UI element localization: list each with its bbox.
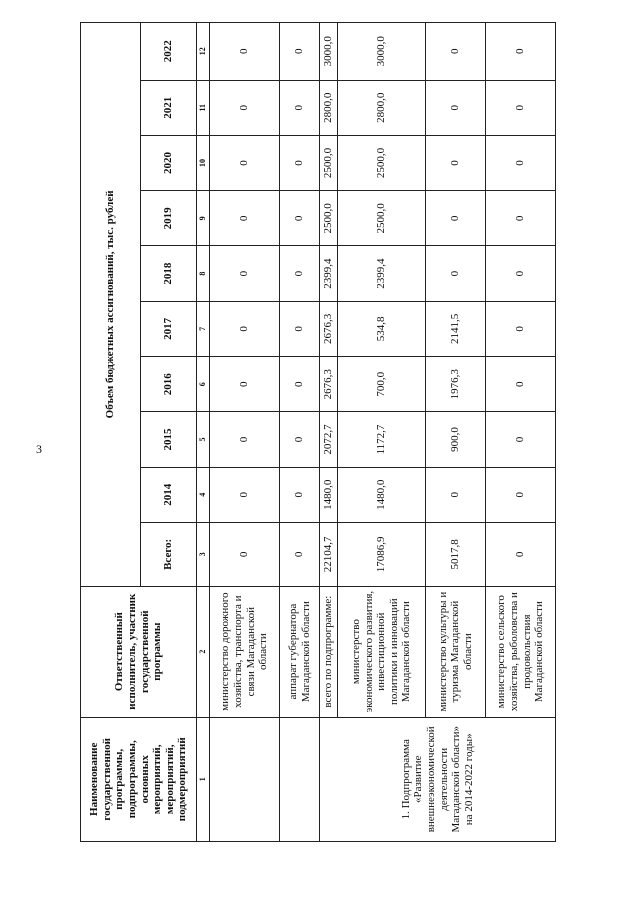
column-number: 1	[197, 717, 210, 841]
value-cell: 0	[280, 23, 320, 81]
value-cell: 2800,0	[320, 80, 338, 135]
column-number: 5	[197, 412, 210, 467]
value-cell: 0	[210, 522, 280, 586]
column-number: 12	[197, 23, 210, 81]
header-responsible: Ответственный исполнитель, участник государственной программы	[81, 586, 197, 717]
value-cell: 2399,4	[338, 246, 426, 301]
column-number: 7	[197, 301, 210, 356]
value-cell: 0	[486, 412, 556, 467]
value-cell: 0	[486, 522, 556, 586]
value-cell: 2141,5	[426, 301, 486, 356]
value-cell: 2500,0	[320, 191, 338, 246]
value-cell: 2399,4	[320, 246, 338, 301]
responsible-cell: министерство сельского хозяйства, рыболовства и продовольствия Магаданской области	[486, 586, 556, 717]
table-row	[280, 23, 320, 842]
value-cell: 2500,0	[338, 191, 426, 246]
column-number: 8	[197, 246, 210, 301]
value-cell: 2500,0	[320, 135, 338, 190]
value-cell: 2800,0	[338, 80, 426, 135]
header-budget: Объем бюджетных ассигнований, тыс. рублей	[81, 23, 141, 587]
header-total: Всего:	[141, 522, 197, 586]
value-cell: 0	[210, 191, 280, 246]
value-cell: 1480,0	[320, 467, 338, 522]
value-cell: 0	[486, 135, 556, 190]
value-cell: 0	[280, 80, 320, 135]
header-year: 2019	[141, 191, 197, 246]
value-cell: 5017,8	[426, 522, 486, 586]
value-cell: 0	[486, 357, 556, 412]
value-cell: 0	[210, 23, 280, 81]
value-cell: 0	[486, 191, 556, 246]
table-row	[210, 23, 280, 842]
value-cell: 17086,9	[338, 522, 426, 586]
value-cell: 0	[486, 80, 556, 135]
value-cell: 0	[280, 467, 320, 522]
value-cell: 1976,3	[426, 357, 486, 412]
value-cell: 900,0	[426, 412, 486, 467]
budget-table	[80, 22, 556, 842]
header-year: 2021	[141, 80, 197, 135]
value-cell: 0	[426, 191, 486, 246]
program-name-cell: 1. Подпрограмма «Развитие внешнеэкономической деятельности Магаданской области» на 2014-2022 годы»	[320, 717, 556, 841]
header-name: Наименование государственной программы, подпрограммы, основных мероприятий, мероприятий, подмероприятий	[81, 717, 197, 841]
column-number: 10	[197, 135, 210, 190]
value-cell: 0	[280, 412, 320, 467]
header-year: 2015	[141, 412, 197, 467]
responsible-cell: министерство экономического развития, инвестиционной политики и инноваций Магаданской области	[338, 586, 426, 717]
header-year: 2017	[141, 301, 197, 356]
value-cell: 2676,3	[320, 301, 338, 356]
column-number: 4	[197, 467, 210, 522]
responsible-cell: министерство дорожного хозяйства, транспорта и связи Магаданской области	[210, 586, 280, 717]
value-cell: 700,0	[338, 357, 426, 412]
value-cell: 0	[426, 467, 486, 522]
value-cell: 0	[426, 80, 486, 135]
value-cell: 0	[486, 23, 556, 81]
value-cell: 0	[426, 135, 486, 190]
value-cell: 0	[210, 357, 280, 412]
header-year: 2022	[141, 23, 197, 81]
column-number: 6	[197, 357, 210, 412]
header-year: 2018	[141, 246, 197, 301]
value-cell: 0	[280, 357, 320, 412]
value-cell: 2676,3	[320, 357, 338, 412]
column-number: 2	[197, 586, 210, 717]
value-cell: 0	[486, 301, 556, 356]
column-number: 3	[197, 522, 210, 586]
value-cell: 0	[210, 80, 280, 135]
value-cell: 0	[426, 246, 486, 301]
value-cell: 0	[280, 135, 320, 190]
header-year: 2014	[141, 467, 197, 522]
column-number: 9	[197, 191, 210, 246]
value-cell: 3000,0	[338, 23, 426, 81]
value-cell: 0	[210, 246, 280, 301]
responsible-cell: всего по подпрограмме:	[320, 586, 338, 717]
responsible-cell: аппарат губернатора Магаданской области	[280, 586, 320, 717]
value-cell: 0	[486, 246, 556, 301]
value-cell: 0	[210, 301, 280, 356]
value-cell: 0	[280, 522, 320, 586]
responsible-cell: министерство культуры и туризма Магаданской области	[426, 586, 486, 717]
column-number-row	[197, 23, 210, 842]
value-cell: 1480,0	[338, 467, 426, 522]
value-cell: 0	[210, 412, 280, 467]
value-cell: 1172,7	[338, 412, 426, 467]
value-cell: 0	[486, 467, 556, 522]
value-cell: 0	[280, 301, 320, 356]
value-cell: 0	[210, 135, 280, 190]
value-cell: 22104,7	[320, 522, 338, 586]
empty-name-cell	[280, 717, 320, 841]
header-year: 2016	[141, 357, 197, 412]
value-cell: 0	[210, 467, 280, 522]
value-cell: 0	[280, 246, 320, 301]
table-row	[320, 23, 338, 842]
header-year: 2020	[141, 135, 197, 190]
empty-name-cell	[210, 717, 280, 841]
value-cell: 2500,0	[338, 135, 426, 190]
value-cell: 0	[426, 23, 486, 81]
value-cell: 2072,7	[320, 412, 338, 467]
page-number: 3	[36, 442, 42, 456]
column-number: 11	[197, 80, 210, 135]
value-cell: 534,8	[338, 301, 426, 356]
value-cell: 3000,0	[320, 23, 338, 81]
value-cell: 0	[280, 191, 320, 246]
rotated-table-container	[80, 22, 546, 842]
